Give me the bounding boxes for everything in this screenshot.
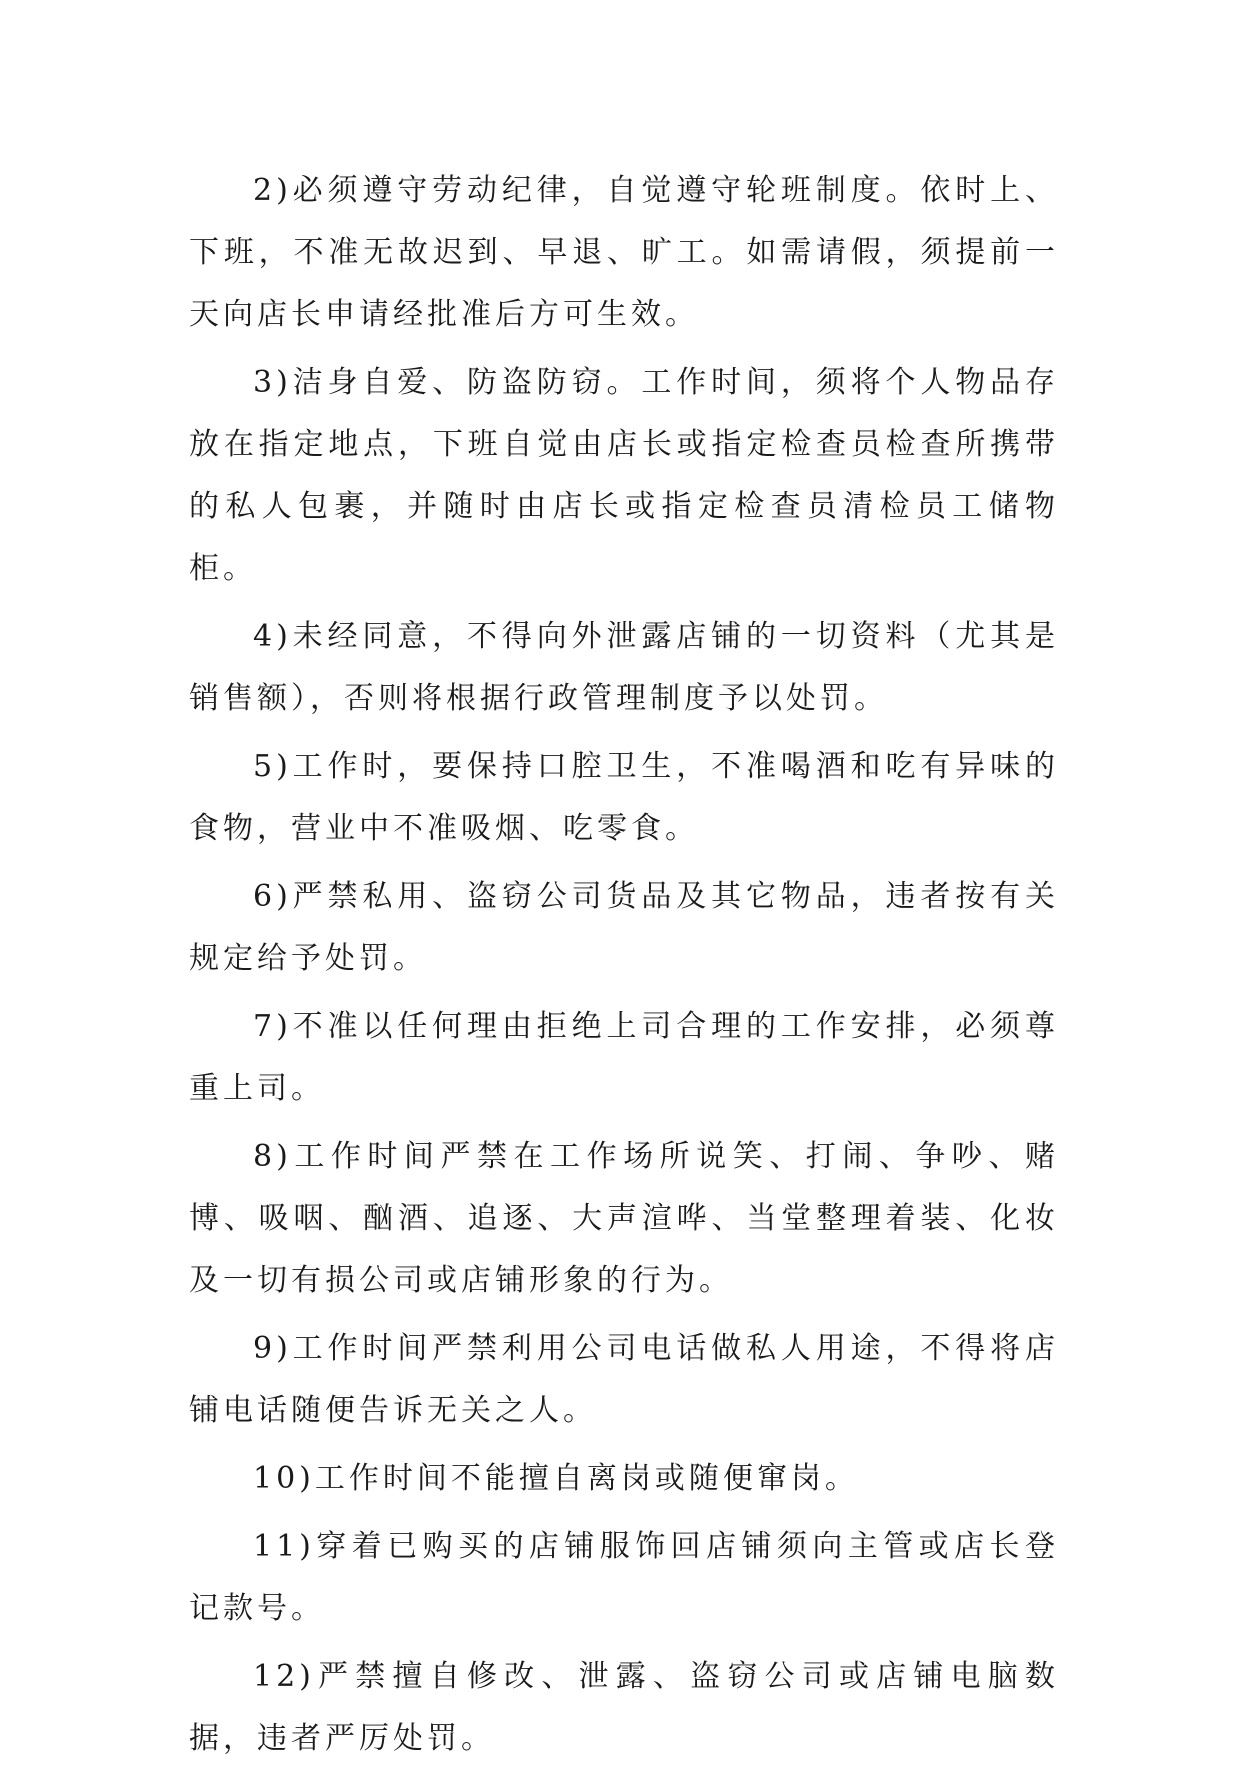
rule-paragraph-12: 12)严禁擅自修改、泄露、盗窃公司或店铺电脑数据，违者严厉处罚。 — [189, 1659, 1059, 1756]
rule-paragraph-9: 9)工作时间严禁利用公司电话做私人用途，不得将店铺电话随便告诉无关之人。 — [189, 1331, 1059, 1428]
rule-paragraph-7: 7)不准以任何理由拒绝上司合理的工作安排，必须尊重上司。 — [189, 1009, 1059, 1106]
rule-paragraph-10: 10)工作时间不能擅自离岗或随便窜岗。 — [253, 1461, 859, 1496]
rule-paragraph-8: 8)工作时间严禁在工作场所说笑、打闹、争吵、赌博、吸咽、酗酒、追逐、大声渲哗、当堂整理着装、化妆及一切有损公司或店铺形象的行为。 — [189, 1139, 1059, 1298]
rule-paragraph-4: 4)未经同意，不得向外泄露店铺的一切资料（尤其是销售额），否则将根据行政管理制度予以处罚。 — [189, 619, 1059, 716]
rule-paragraph-11: 11)穿着已购买的店铺服饰回店铺须向主管或店长登记款号。 — [189, 1529, 1059, 1626]
rule-paragraph-6: 6)严禁私用、盗窃公司货品及其它物品，违者按有关规定给予处罚。 — [189, 879, 1059, 976]
rule-paragraph-3: 3)洁身自爱、防盗防窃。工作时间，须将个人物品存放在指定地点，下班自觉由店长或指定检查员检查所携带的私人包裹，并随时由店长或指定检查员清检员工储物柜。 — [189, 365, 1059, 586]
rule-paragraph-5: 5)工作时，要保持口腔卫生，不准喝酒和吃有异味的食物，营业中不准吸烟、吃零食。 — [189, 749, 1059, 846]
rule-paragraph-2: 2)必须遵守劳动纪律，自觉遵守轮班制度。依时上、下班，不准无故迟到、早退、旷工。如需请假，须提前一天向店长申请经批准后方可生效。 — [189, 173, 1059, 332]
document-body — [189, 160, 1059, 1776]
